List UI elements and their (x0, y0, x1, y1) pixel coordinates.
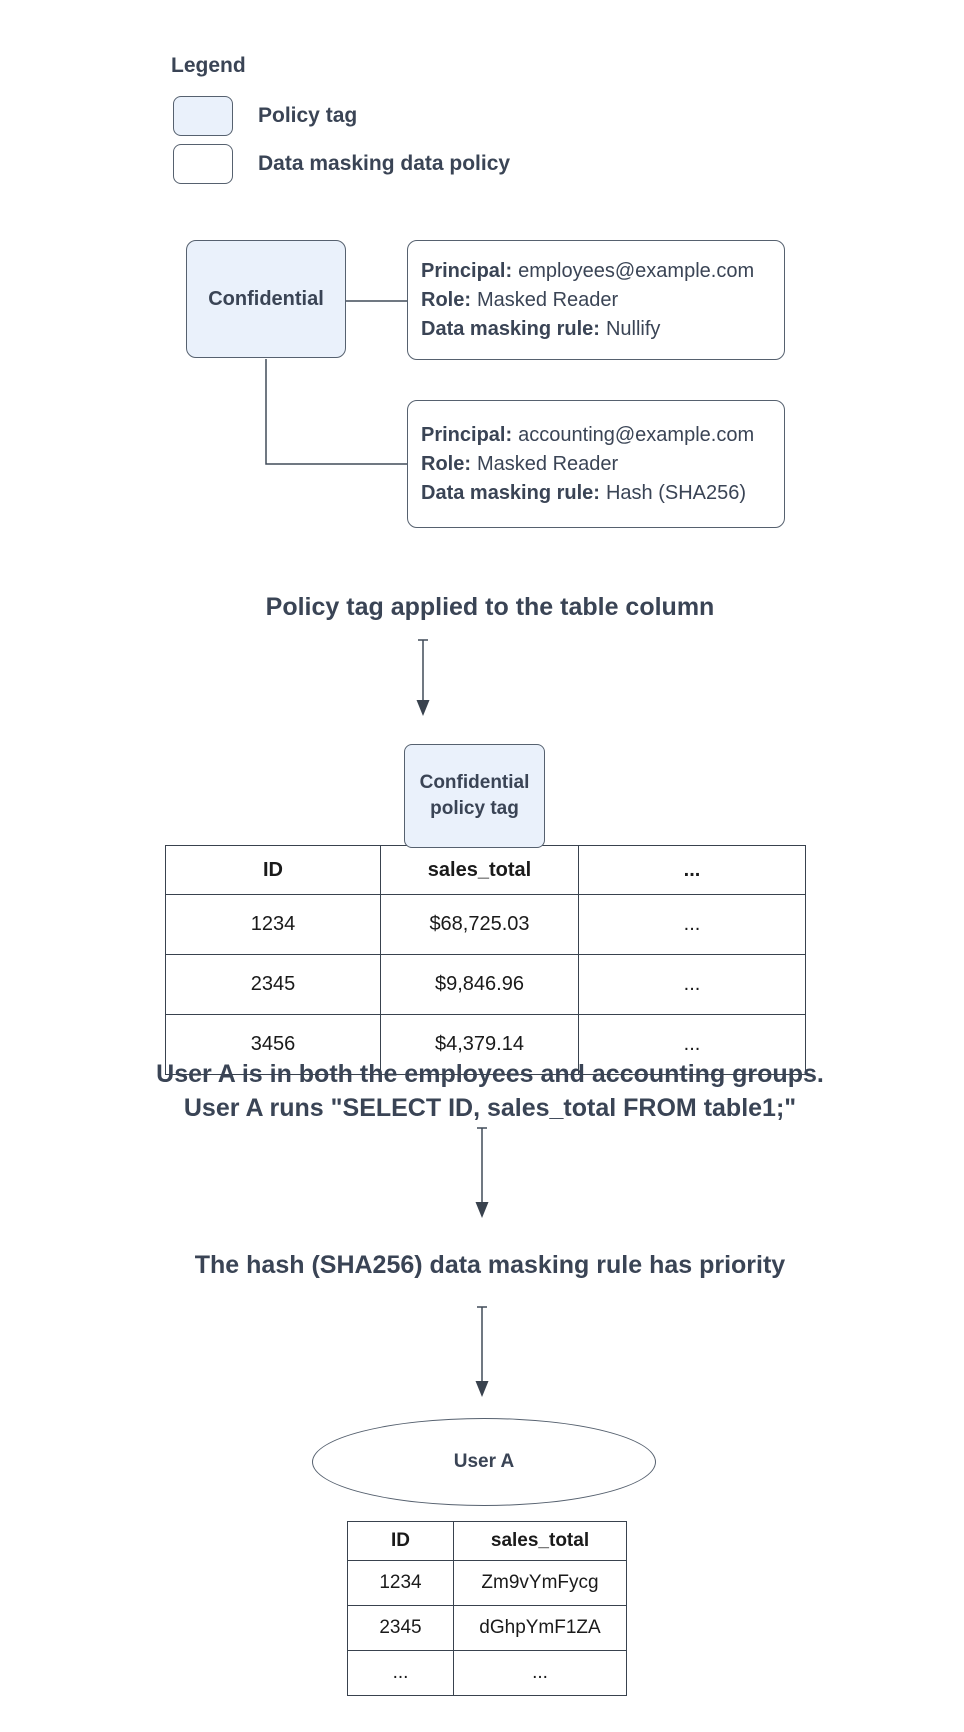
table-cell: dGhpYmF1ZA (454, 1606, 627, 1651)
table-cell: 3456 (166, 1015, 381, 1075)
role-label: Role: (421, 452, 471, 475)
caption-line: User A runs "SELECT ID, sales_total FROM table1;" (183, 1094, 797, 1122)
table-cell: 1234 (348, 1561, 454, 1606)
table-cell: 2345 (166, 955, 381, 1015)
policy-tag-swatch (173, 96, 233, 136)
table-row (348, 1606, 627, 1651)
table-cell: Zm9vYmFycg (454, 1561, 627, 1606)
caption-line: User A is in both the employees and accounting groups. (156, 1060, 824, 1088)
table-row (348, 1561, 627, 1606)
column-header: ID (166, 846, 381, 895)
masking-rule-label: Data masking rule: (421, 481, 600, 504)
table-cell: 1234 (166, 895, 381, 955)
confidential-tag-callout (404, 744, 545, 848)
table-row (166, 955, 806, 1015)
role-label: Role: (421, 288, 471, 311)
table-cell: $9,846.96 (381, 955, 579, 1015)
table-cell: $68,725.03 (381, 895, 579, 955)
table-header-row (348, 1522, 627, 1561)
masking-rule-value: Nullify (605, 317, 661, 340)
legend-title: Legend (171, 54, 246, 77)
table-row (166, 895, 806, 955)
table-cell: $4,379.14 (381, 1015, 579, 1075)
table-cell: ... (579, 955, 806, 1015)
table-cell: ... (454, 1651, 627, 1696)
column-header: ID (348, 1522, 454, 1561)
caption-hash-priority: The hash (SHA256) data masking rule has priority (194, 1251, 786, 1279)
down-arrow-icon (417, 640, 430, 716)
connector-tag-to-policy2 (266, 359, 407, 464)
table-cell: ... (579, 895, 806, 955)
table-cell: 2345 (348, 1606, 454, 1651)
result-table (347, 1521, 627, 1696)
policy-line (421, 479, 784, 508)
caption-user-groups (140, 1057, 840, 1125)
column-header: sales_total (454, 1522, 627, 1561)
callout-line: Confidential (419, 772, 530, 793)
policy-line (421, 450, 784, 479)
principal-value: accounting@example.com (518, 423, 755, 446)
principal-label: Principal: (421, 423, 513, 446)
column-header: ... (579, 846, 806, 895)
down-arrow-icon (476, 1128, 489, 1218)
source-table (165, 845, 806, 1075)
table-cell: ... (579, 1015, 806, 1075)
table-header-row (166, 846, 806, 895)
legend-item-label: Policy tag (258, 104, 358, 127)
policy-line (421, 257, 784, 286)
data-masking-policy-swatch (173, 144, 233, 184)
policy-line (421, 315, 784, 344)
principal-value: employees@example.com (518, 259, 755, 282)
role-value: Masked Reader (477, 288, 619, 311)
table-row (348, 1651, 627, 1696)
policy-line (421, 286, 784, 315)
data-policy-box-employees (407, 240, 785, 360)
callout-line: policy tag (430, 798, 519, 819)
principal-label: Principal: (421, 259, 513, 282)
down-arrow-icon (476, 1307, 489, 1397)
masking-rule-label: Data masking rule: (421, 317, 600, 340)
role-value: Masked Reader (477, 452, 619, 475)
table-cell: ... (348, 1651, 454, 1696)
masking-rule-value: Hash (SHA256) (605, 481, 747, 504)
column-header: sales_total (381, 846, 579, 895)
data-policy-box-accounting (407, 400, 785, 528)
caption-policy-tag-applied: Policy tag applied to the table column (265, 593, 715, 621)
policy-line (421, 421, 784, 450)
user-a-node: User A (312, 1418, 656, 1506)
legend-item-label: Data masking data policy (258, 152, 511, 175)
confidential-policy-tag-node: Confidential (186, 240, 346, 358)
